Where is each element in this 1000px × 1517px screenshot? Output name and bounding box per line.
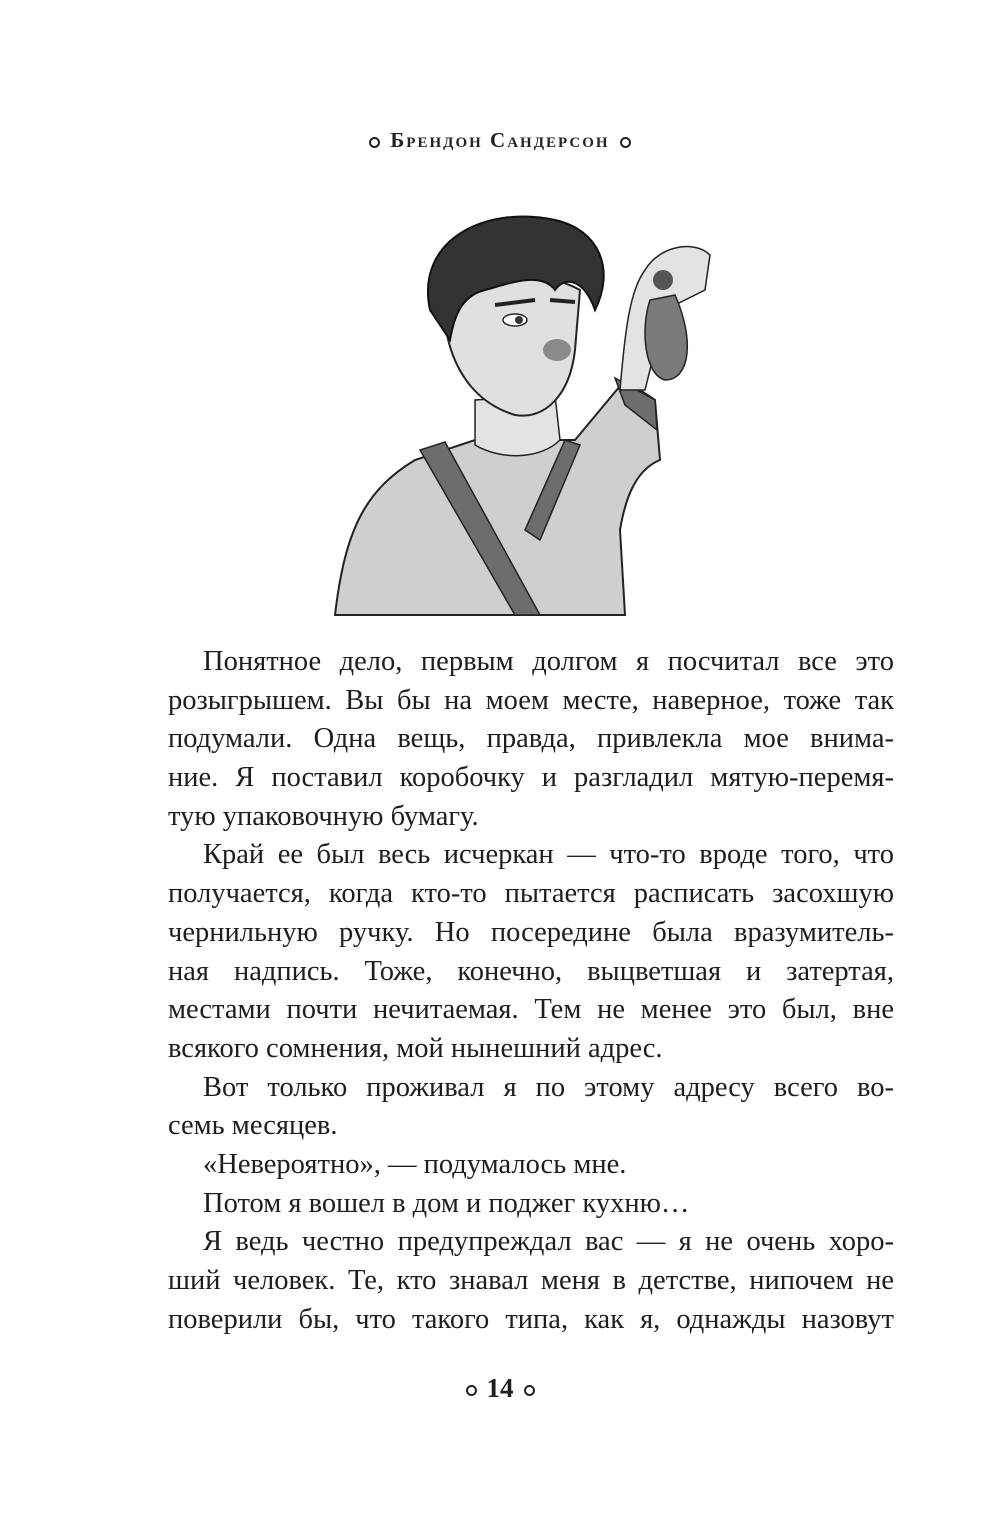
ornament-dot — [620, 137, 631, 148]
text-line: Вот только проживал я по этому адресу всего во- — [203, 1071, 894, 1103]
text-line: Я ведь честно предупреждал вас — я не очень хоро- — [203, 1226, 894, 1258]
text-line: «Невероятно», — подумалось мне. — [203, 1148, 627, 1180]
text-line: чернильную ручку. Но посередине была вразумитель- — [168, 916, 894, 948]
text-line: всякого сомнения, мой нынешний адрес. — [168, 1032, 663, 1064]
text-line: Потом я вошел в дом и поджег кухню… — [203, 1187, 690, 1219]
text-line: поверили бы, что такого типа, как я, однажды назовут — [168, 1303, 894, 1335]
text-line: Понятное дело, первым долгом я посчитал все это — [203, 646, 894, 677]
author-name: Брендон Сандерсон — [390, 128, 610, 152]
text-line: розыгрышем. Вы бы на моем месте, наверное, тоже так — [168, 684, 894, 716]
body-text — [168, 643, 894, 1339]
text-line: ние. Я поставил коробочку и разгладил мятую-перемя- — [168, 762, 894, 794]
page-number — [0, 1373, 1000, 1404]
running-head — [0, 128, 1000, 153]
boy-holding-pouch-illustration — [325, 200, 725, 625]
text-line: Край ее был весь исчеркан — что-то вроде того, что — [203, 839, 894, 871]
ornament-dot — [369, 137, 380, 148]
page-number-text: 14 — [486, 1373, 514, 1403]
ornament-dot — [524, 1385, 535, 1396]
text-line: семь месяцев. — [168, 1110, 338, 1142]
text-line: ший человек. Те, кто знавал меня в детстве, нипочем не — [168, 1265, 894, 1296]
text-line: местами почти нечитаемая. Тем не менее это был, вне — [168, 994, 894, 1026]
ornament-dot — [466, 1385, 477, 1396]
text-line: ная надпись. Тоже, конечно, выцветшая и затертая, — [168, 955, 894, 987]
text-line: получается, когда кто-то пытается расписать засохшую — [168, 878, 894, 910]
text-line: тую упаковочную бумагу. — [168, 800, 479, 832]
text-line: подумали. Одна вещь, правда, привлекла мое внима- — [168, 723, 894, 755]
